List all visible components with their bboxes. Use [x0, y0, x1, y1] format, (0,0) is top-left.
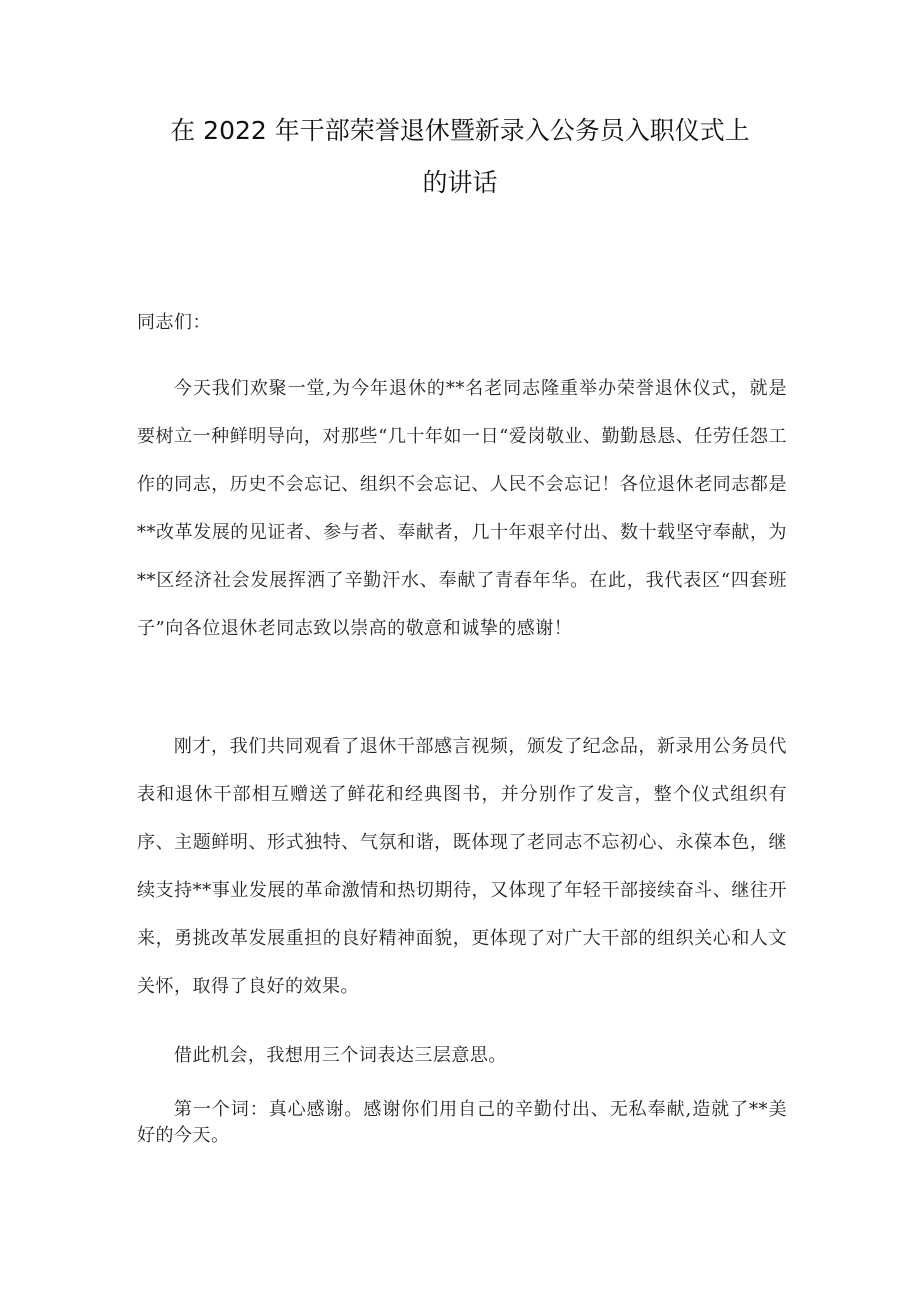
paragraph-2: 刚才，我们共同观看了退休干部感言视频，颁发了纪念品，新录用公务员代表和退休干部相互赠送了鲜花和经典图书，并分别作了发言，整个仪式组织有序、主题鲜明、形式独特、气氛和谐，既体现了老同志不忘初心、永葆本色，继续支持**事业发展的革命激情和热切期待，又体现了年轻干部接续奋斗、继往开来，勇挑改革发展重担的良好精神面貌，更体现了对广大干部的组织关心和人文关怀，取得了良好的效果。	[137, 736, 787, 997]
document-title-line-1: 在 2022 年干部荣誉退休暨新录入公务员入职仪式上	[170, 116, 750, 145]
paragraph-4: 第一个词：真心感谢。感谢你们用自己的辛勤付出、无私奉献,造就了**美好的今天。	[137, 1099, 787, 1146]
paragraph-1: 今天我们欢聚一堂,为今年退休的**名老同志隆重举办荣誉退休仪式，就是要树立一种鲜明导向，对那些“几十年如一日“爱岗敬业、勤勤恳恳、任劳任怨工作的同志，历史不会忘记、组织不会忘记、人民不会忘记！各位退休老同志都是**改革发展的见证者、参与者、奉献者，几十年艰辛付出、数十载坚守奉献，为**区经济社会发展挥洒了辛勤汗水、奉献了青春年华。在此，我代表区“四套班子”向各位退休老同志致以崇高的敬意和诚挚的感谢！	[137, 378, 787, 639]
document-title-line-2: 的讲话	[422, 168, 498, 197]
salutation: 同志们：	[137, 312, 211, 333]
paragraph-3: 借此机会，我想用三个词表达三层意思。	[173, 1045, 507, 1066]
